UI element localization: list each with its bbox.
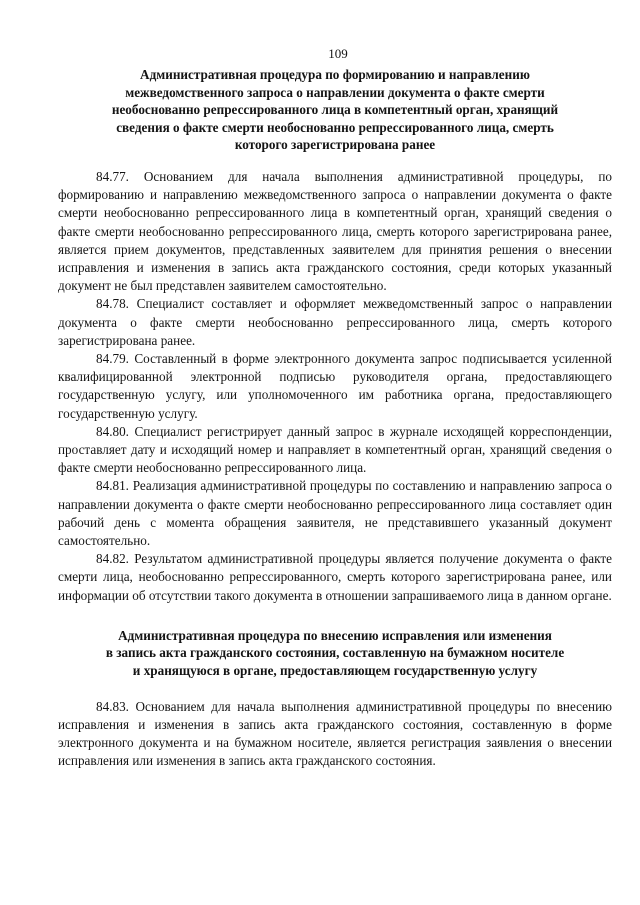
paragraph-number: 84.80. xyxy=(96,423,129,439)
section-heading-death-record-request xyxy=(58,66,612,154)
heading-line: Административная процедура по формированию и направлению xyxy=(140,67,530,82)
paragraph-84-82 xyxy=(58,550,612,605)
page-number: 109 xyxy=(328,46,348,61)
heading-line: и хранящуюся в органе, предоставляющем государственную услугу xyxy=(132,663,538,679)
paragraph-number: 84.81. xyxy=(96,478,129,494)
paragraph-84-79 xyxy=(58,350,612,423)
paragraph-84-77 xyxy=(58,168,612,295)
paragraph-text: Результатом административной процедуры является получение документа о факте смерти лица, необоснованно репрессированного, смерть которого зарегистрирована ранее, или информации об отсутствии такого документа в отношении запрашиваемого лица в данном органе. xyxy=(58,551,612,603)
heading-line: в запись акта гражданского состояния, составленную на бумажном носителе xyxy=(105,645,565,661)
paragraph-text: Реализация административной процедуры по составлению и направлению запроса о направлении документа о факте смерти необоснованно репрессированного лица составляет один рабочий день с момента обращения заявителя, не представившего указанный документ самостоятельно. xyxy=(58,478,613,549)
paragraph-number: 84.83. xyxy=(96,698,129,714)
paragraph-number: 84.82. xyxy=(96,551,129,567)
paragraph-text: Основанием для начала выполнения административной процедуры, по формированию и направлению межведомственного запроса о направлении документа о факте смерти необоснованно репрессированного лица в компетентный орган, хранящий сведения о факте смерти необоснованно репрессированного лица, смерть которого зарегистрирована ранее, является прием документов, представленных заявителем для принятия решения о внесении исправления и изменения в запись акта гражданского состояния, среди которых указанный документ не был представлен заявителем самостоятельно. xyxy=(58,168,613,294)
heading-line: межведомственного запроса о направлении документа о факте смерти xyxy=(125,84,545,100)
paragraph-84-78 xyxy=(58,295,612,350)
paragraph-number: 84.79. xyxy=(96,351,129,366)
section-heading-record-correction xyxy=(58,627,612,680)
paragraph-number: 84.77. xyxy=(96,168,129,184)
paragraph-text: Специалист составляет и оформляет межведомственный запрос о направлении документа о факте смерти необоснованно репрессированного лица, смерть которого зарегистрирована ранее. xyxy=(58,296,612,348)
paragraph-84-83 xyxy=(58,698,612,771)
paragraph-number: 84.78. xyxy=(96,296,129,312)
paragraph-84-80 xyxy=(58,423,612,478)
heading-line: необоснованно репрессированного лица в компетентный орган, хранящий xyxy=(111,102,559,118)
heading-line: сведения о факте смерти необоснованно репрессированного лица, смерть xyxy=(116,119,554,135)
heading-line: Административная процедура по внесению исправления или изменения xyxy=(118,627,552,643)
heading-line: которого зарегистрирована ранее xyxy=(234,137,436,153)
paragraph-84-81 xyxy=(58,477,612,550)
paragraph-text: Основанием для начала выполнения административной процедуры по внесению исправления и изменения в запись акта гражданского состояния, составленную в форме электронного документа и на бумажном носителе, является регистрация заявления о внесении исправления или изменения в запись акта гражданского состояния. xyxy=(58,698,612,769)
paragraph-text: Специалист регистрирует данный запрос в журнале исходящей корреспонденции, проставляет дату и исходящий номер и направляет в компетентный орган, хранящий сведения о факте смерти необоснованно репрессированного лица. xyxy=(58,423,612,476)
paragraph-text: Составленный в форме электронного документа запрос подписывается усиленной квалифицированной электронной подписью руководителя органа, предоставляющего государственную услугу, или уполномоченного им работника органа, предоставляющего государственную услугу. xyxy=(58,351,612,421)
